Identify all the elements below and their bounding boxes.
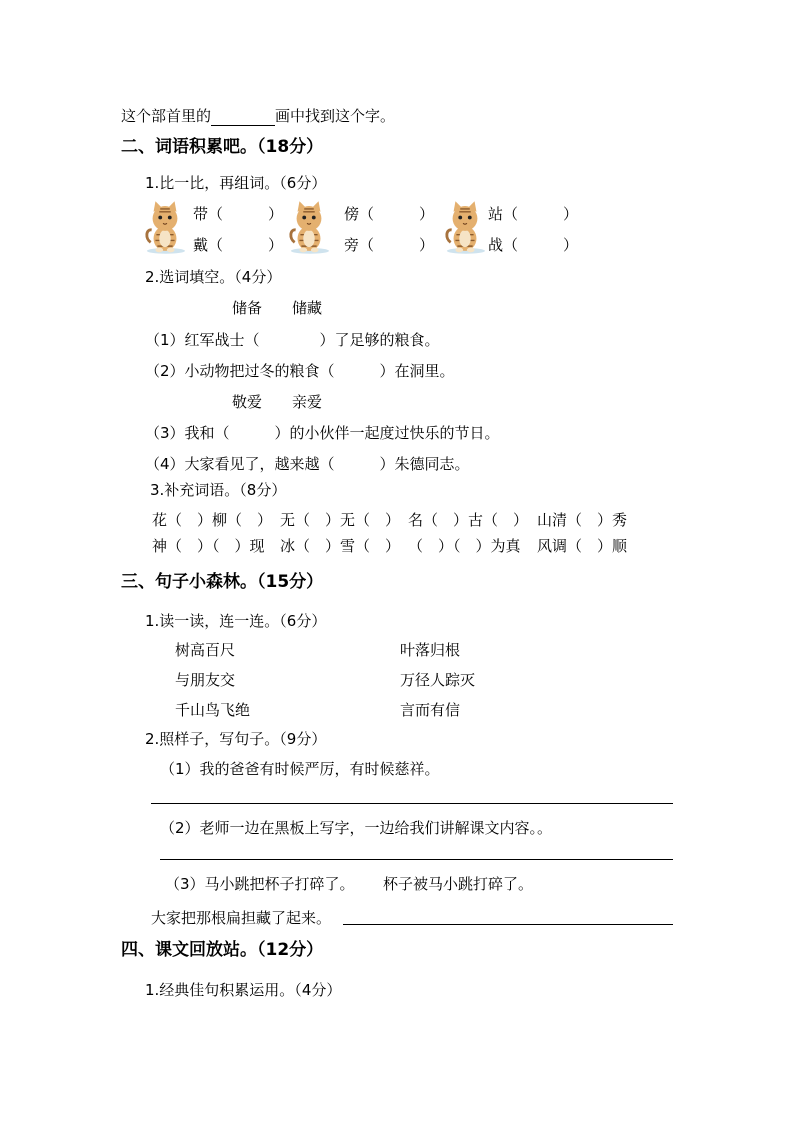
match-right-item[interactable]: 言而有信 <box>400 701 461 719</box>
fill-sentence[interactable]: （2）小动物把过冬的粮食（ ）在洞里。 <box>145 362 455 380</box>
word-choices: 储备 储藏 <box>232 299 323 317</box>
idiom-fill[interactable]: 无（ ）无（ ） <box>280 511 401 529</box>
idiom-fill[interactable]: 神（ ）（ ）现 <box>152 537 265 555</box>
example-sentence: （1）我的爸爸有时候严厉，有时候慈祥。 <box>160 760 440 778</box>
s2-q3-title: 3.补充词语。（8分） <box>150 481 287 499</box>
idiom-fill[interactable]: 山清（ ）秀 <box>537 511 628 529</box>
s3-q1-title: 1.读一读，连一连。（6分） <box>145 612 327 630</box>
cat-icon <box>144 199 186 257</box>
fill-sentence[interactable]: （3）我和（ ）的小伙伴一起度过快乐的节日。 <box>145 424 500 442</box>
match-left-item[interactable]: 千山鸟飞绝 <box>175 701 251 719</box>
answer-line[interactable] <box>151 803 673 804</box>
compare-word-top[interactable]: 傍（ ） <box>344 205 435 223</box>
fill-sentence[interactable]: （1）红军战士（ ）了足够的粮食。 <box>145 331 440 349</box>
example-sentence: （3）马小跳把杯子打碎了。 <box>165 875 355 893</box>
cat-icon <box>444 199 486 257</box>
compare-word-top[interactable]: 站（ ） <box>488 205 579 223</box>
idiom-fill[interactable]: 名（ ）古（ ） <box>408 511 529 529</box>
continuation-line <box>121 106 395 126</box>
s4-q1-title: 1.经典佳句积累运用。（4分） <box>145 981 342 999</box>
answer-line[interactable] <box>343 924 673 925</box>
compare-word-bottom[interactable]: 戴（ ） <box>193 236 284 254</box>
continuation-text-before: 这个部首里的 <box>121 107 212 125</box>
example-transformed: 杯子被马小跳打碎了。 <box>383 875 534 893</box>
practice-sentence: 大家把那根扁担藏了起来。 <box>151 909 332 927</box>
word-choices: 敬爱 亲爱 <box>232 393 323 411</box>
fill-sentence[interactable]: （4）大家看见了，越来越（ ）朱德同志。 <box>145 455 470 473</box>
match-left-item[interactable]: 与朋友交 <box>175 671 236 689</box>
idiom-fill[interactable]: （ ）（ ）为真 <box>408 537 521 555</box>
match-right-item[interactable]: 万径人踪灭 <box>400 671 476 689</box>
answer-line[interactable] <box>160 859 673 860</box>
match-right-item[interactable]: 叶落归根 <box>400 641 461 659</box>
example-sentence: （2）老师一边在黑板上写字，一边给我们讲解课文内容。。 <box>160 819 553 837</box>
s2-q1-title: 1.比一比，再组词。（6分） <box>145 174 327 192</box>
answer-blank[interactable] <box>211 109 275 126</box>
match-left-item[interactable]: 树高百尺 <box>175 641 236 659</box>
idiom-fill[interactable]: 冰（ ）雪（ ） <box>280 537 401 555</box>
cat-icon <box>288 199 330 257</box>
idiom-fill[interactable]: 风调（ ）顺 <box>537 537 628 555</box>
compare-word-bottom[interactable]: 战（ ） <box>488 236 579 254</box>
continuation-text-after: 画中找到这个字。 <box>275 107 396 125</box>
section3-heading: 三、句子小森林。（15分） <box>121 572 324 592</box>
section2-heading: 二、词语积累吧。（18分） <box>121 137 324 157</box>
compare-word-bottom[interactable]: 旁（ ） <box>344 236 435 254</box>
idiom-fill[interactable]: 花（ ）柳（ ） <box>152 511 273 529</box>
section4-heading: 四、课文回放站。（12分） <box>121 940 324 960</box>
s2-q2-title: 2.选词填空。（4分） <box>145 268 282 286</box>
compare-word-top[interactable]: 带（ ） <box>193 205 284 223</box>
s3-q2-title: 2.照样子，写句子。（9分） <box>145 730 327 748</box>
